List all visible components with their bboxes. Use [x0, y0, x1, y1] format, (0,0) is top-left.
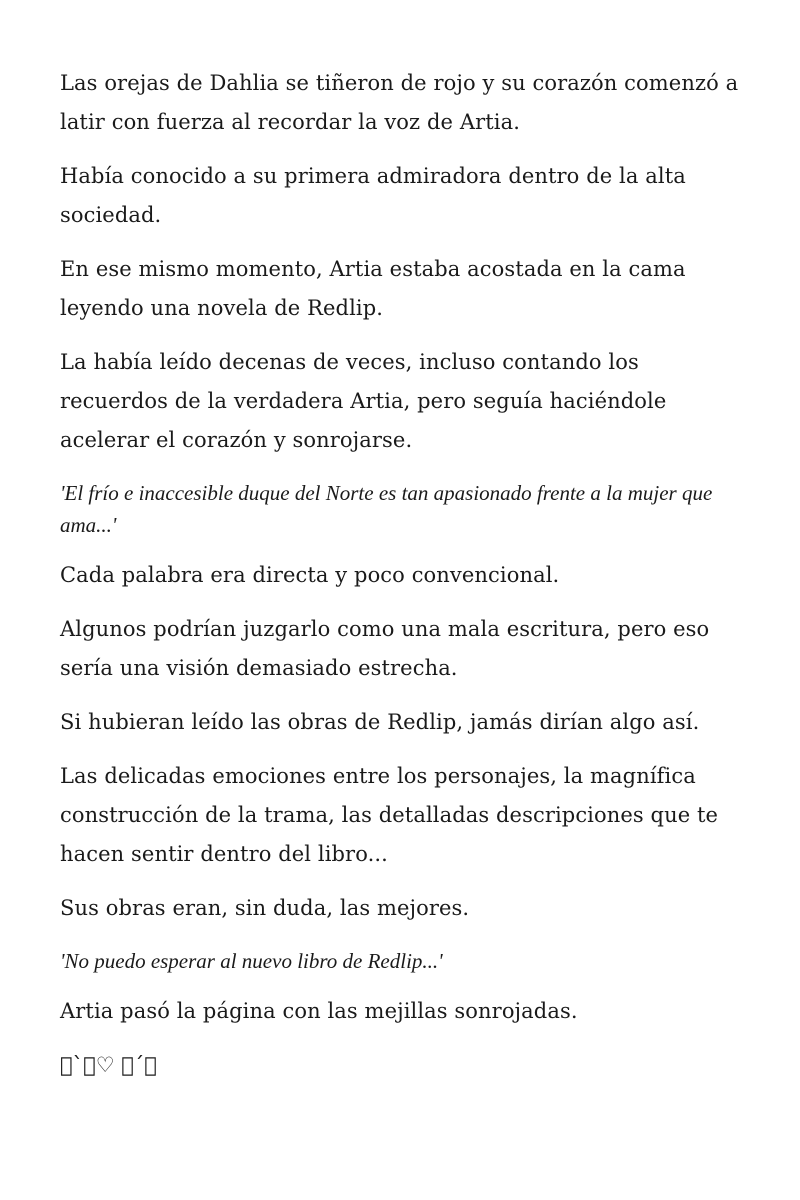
paragraph: Había conocido a su primera admiradora dentro de la alta sociedad. [60, 164, 686, 227]
paragraph: Artia pasó la página con las mejillas sonrojadas. [60, 999, 578, 1023]
inner-thought: 'El frío e inaccesible duque del Norte es tan apasionado frente a la mujer que ama...' [60, 481, 713, 537]
paragraph: En ese mismo momento, Artia estaba acostada en la cama leyendo una novela de Redlip. [60, 257, 686, 320]
chapter-text [60, 64, 750, 1085]
paragraph: La había leído decenas de veces, incluso contando los recuerdos de la verdadera Artia, pero seguía haciéndole acelerar el corazón y sonrojarse. [60, 350, 667, 452]
paragraph: Si hubieran leído las obras de Redlip, jamás dirían algo así. [60, 710, 700, 734]
paragraph: Sus obras eran, sin duda, las mejores. [60, 896, 470, 920]
paragraph: Algunos podrían juzgarlo como una mala escritura, pero eso sería una visión demasiado estrecha. [60, 617, 710, 680]
paragraph: Cada palabra era directa y poco convencional. [60, 563, 560, 587]
paragraph: Las delicadas emociones entre los personajes, la magnífica construcción de la trama, las detalladas descripciones que te hacen sentir dentro del libro... [60, 764, 719, 866]
inner-thought: 'No puedo esperar al nuevo libro de Redlip...' [60, 949, 443, 973]
emoticon-line:  ` ♡  ´  [60, 1053, 157, 1077]
paragraph: Las orejas de Dahlia se tiñeron de rojo y su corazón comenzó a latir con fuerza al recordar la voz de Artia. [60, 71, 739, 134]
